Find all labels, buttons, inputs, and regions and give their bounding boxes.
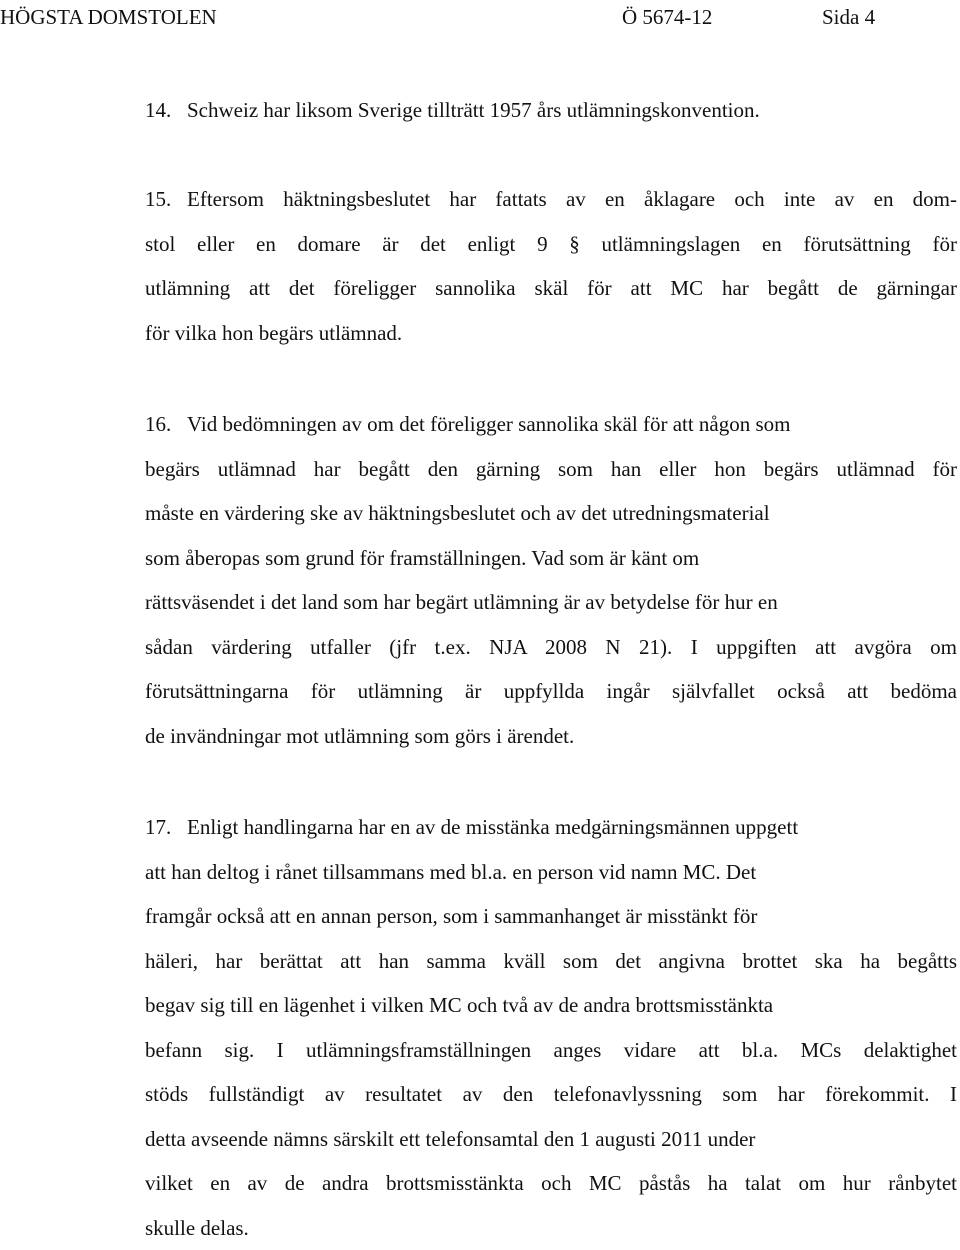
paragraph-line: begärs utlämnad har begått den gärning som han eller hon begärs utlämnad för [145, 447, 957, 492]
paragraph-line: utlämning att det föreligger sannolika skäl för att MC har begått de gärningar [145, 266, 957, 311]
paragraph-line: 16. Vid bedömningen av om det föreligger sannolika skäl för att någon som [145, 402, 957, 447]
paragraph-line: 15. Eftersom häktningsbeslutet har fattats av en åklagare och inte av en dom- [145, 177, 957, 222]
paragraph-15 [145, 177, 957, 355]
court-name: HÖGSTA DOMSTOLEN [0, 2, 217, 32]
paragraph-line: för vilka hon begärs utlämnad. [145, 311, 957, 356]
paragraph-line: vilket en av de andra brottsmisstänkta och MC påstås ha talat om hur rånbytet [145, 1161, 957, 1206]
page-header [0, 2, 960, 32]
paragraph-line: häleri, har berättat att han samma kväll som det angivna brottet ska ha begåtts [145, 939, 957, 984]
paragraph-line: förutsättningarna för utlämning är uppfyllda ingår självfallet också att bedöma [145, 669, 957, 714]
paragraph-number: 17. [145, 805, 187, 850]
paragraph-line: de invändningar mot utlämning som görs i ärendet. [145, 714, 957, 759]
paragraph-line: framgår också att en annan person, som i sammanhanget är misstänkt för [145, 894, 957, 939]
paragraph-number: 15. [145, 177, 187, 222]
paragraph-14 [145, 88, 957, 133]
page-number: Sida 4 [822, 2, 875, 32]
paragraph-number: 16. [145, 402, 187, 447]
paragraph-line: rättsväsendet i det land som har begärt utlämning är av betydelse för hur en [145, 580, 957, 625]
paragraph-line: begav sig till en lägenhet i vilken MC och två av de andra brottsmisstänkta [145, 983, 957, 1028]
paragraph-number: 14. [145, 88, 187, 133]
paragraph-line: måste en värdering ske av häktningsbeslutet och av det utredningsmaterial [145, 491, 957, 536]
paragraph-line: att han deltog i rånet tillsammans med bl.a. en person vid namn MC. Det [145, 850, 957, 895]
paragraph-line: som åberopas som grund för framställningen. Vad som är känt om [145, 536, 957, 581]
paragraph-line: stöds fullständigt av resultatet av den telefonavlyssning som har förekommit. I [145, 1072, 957, 1117]
paragraph-line: 14. Schweiz har liksom Sverige tillträtt 1957 års utlämningskonvention. [145, 88, 957, 133]
paragraph-line: skulle delas. [145, 1206, 957, 1250]
paragraph-line: befann sig. I utlämningsframställningen anges vidare att bl.a. MCs delaktighet [145, 1028, 957, 1073]
paragraph-line: detta avseende nämns särskilt ett telefonsamtal den 1 augusti 2011 under [145, 1117, 957, 1162]
paragraph-line: stol eller en domare är det enligt 9 § utlämningslagen en förutsättning för [145, 222, 957, 267]
paragraph-16 [145, 402, 957, 758]
case-number: Ö 5674-12 [622, 2, 712, 32]
paragraph-line: sådan värdering utfaller (jfr t.ex. NJA 2008 N 21). I uppgiften att avgöra om [145, 625, 957, 670]
paragraph-17 [145, 805, 957, 1250]
paragraph-line: 17. Enligt handlingarna har en av de misstänka medgärningsmännen uppgett [145, 805, 957, 850]
